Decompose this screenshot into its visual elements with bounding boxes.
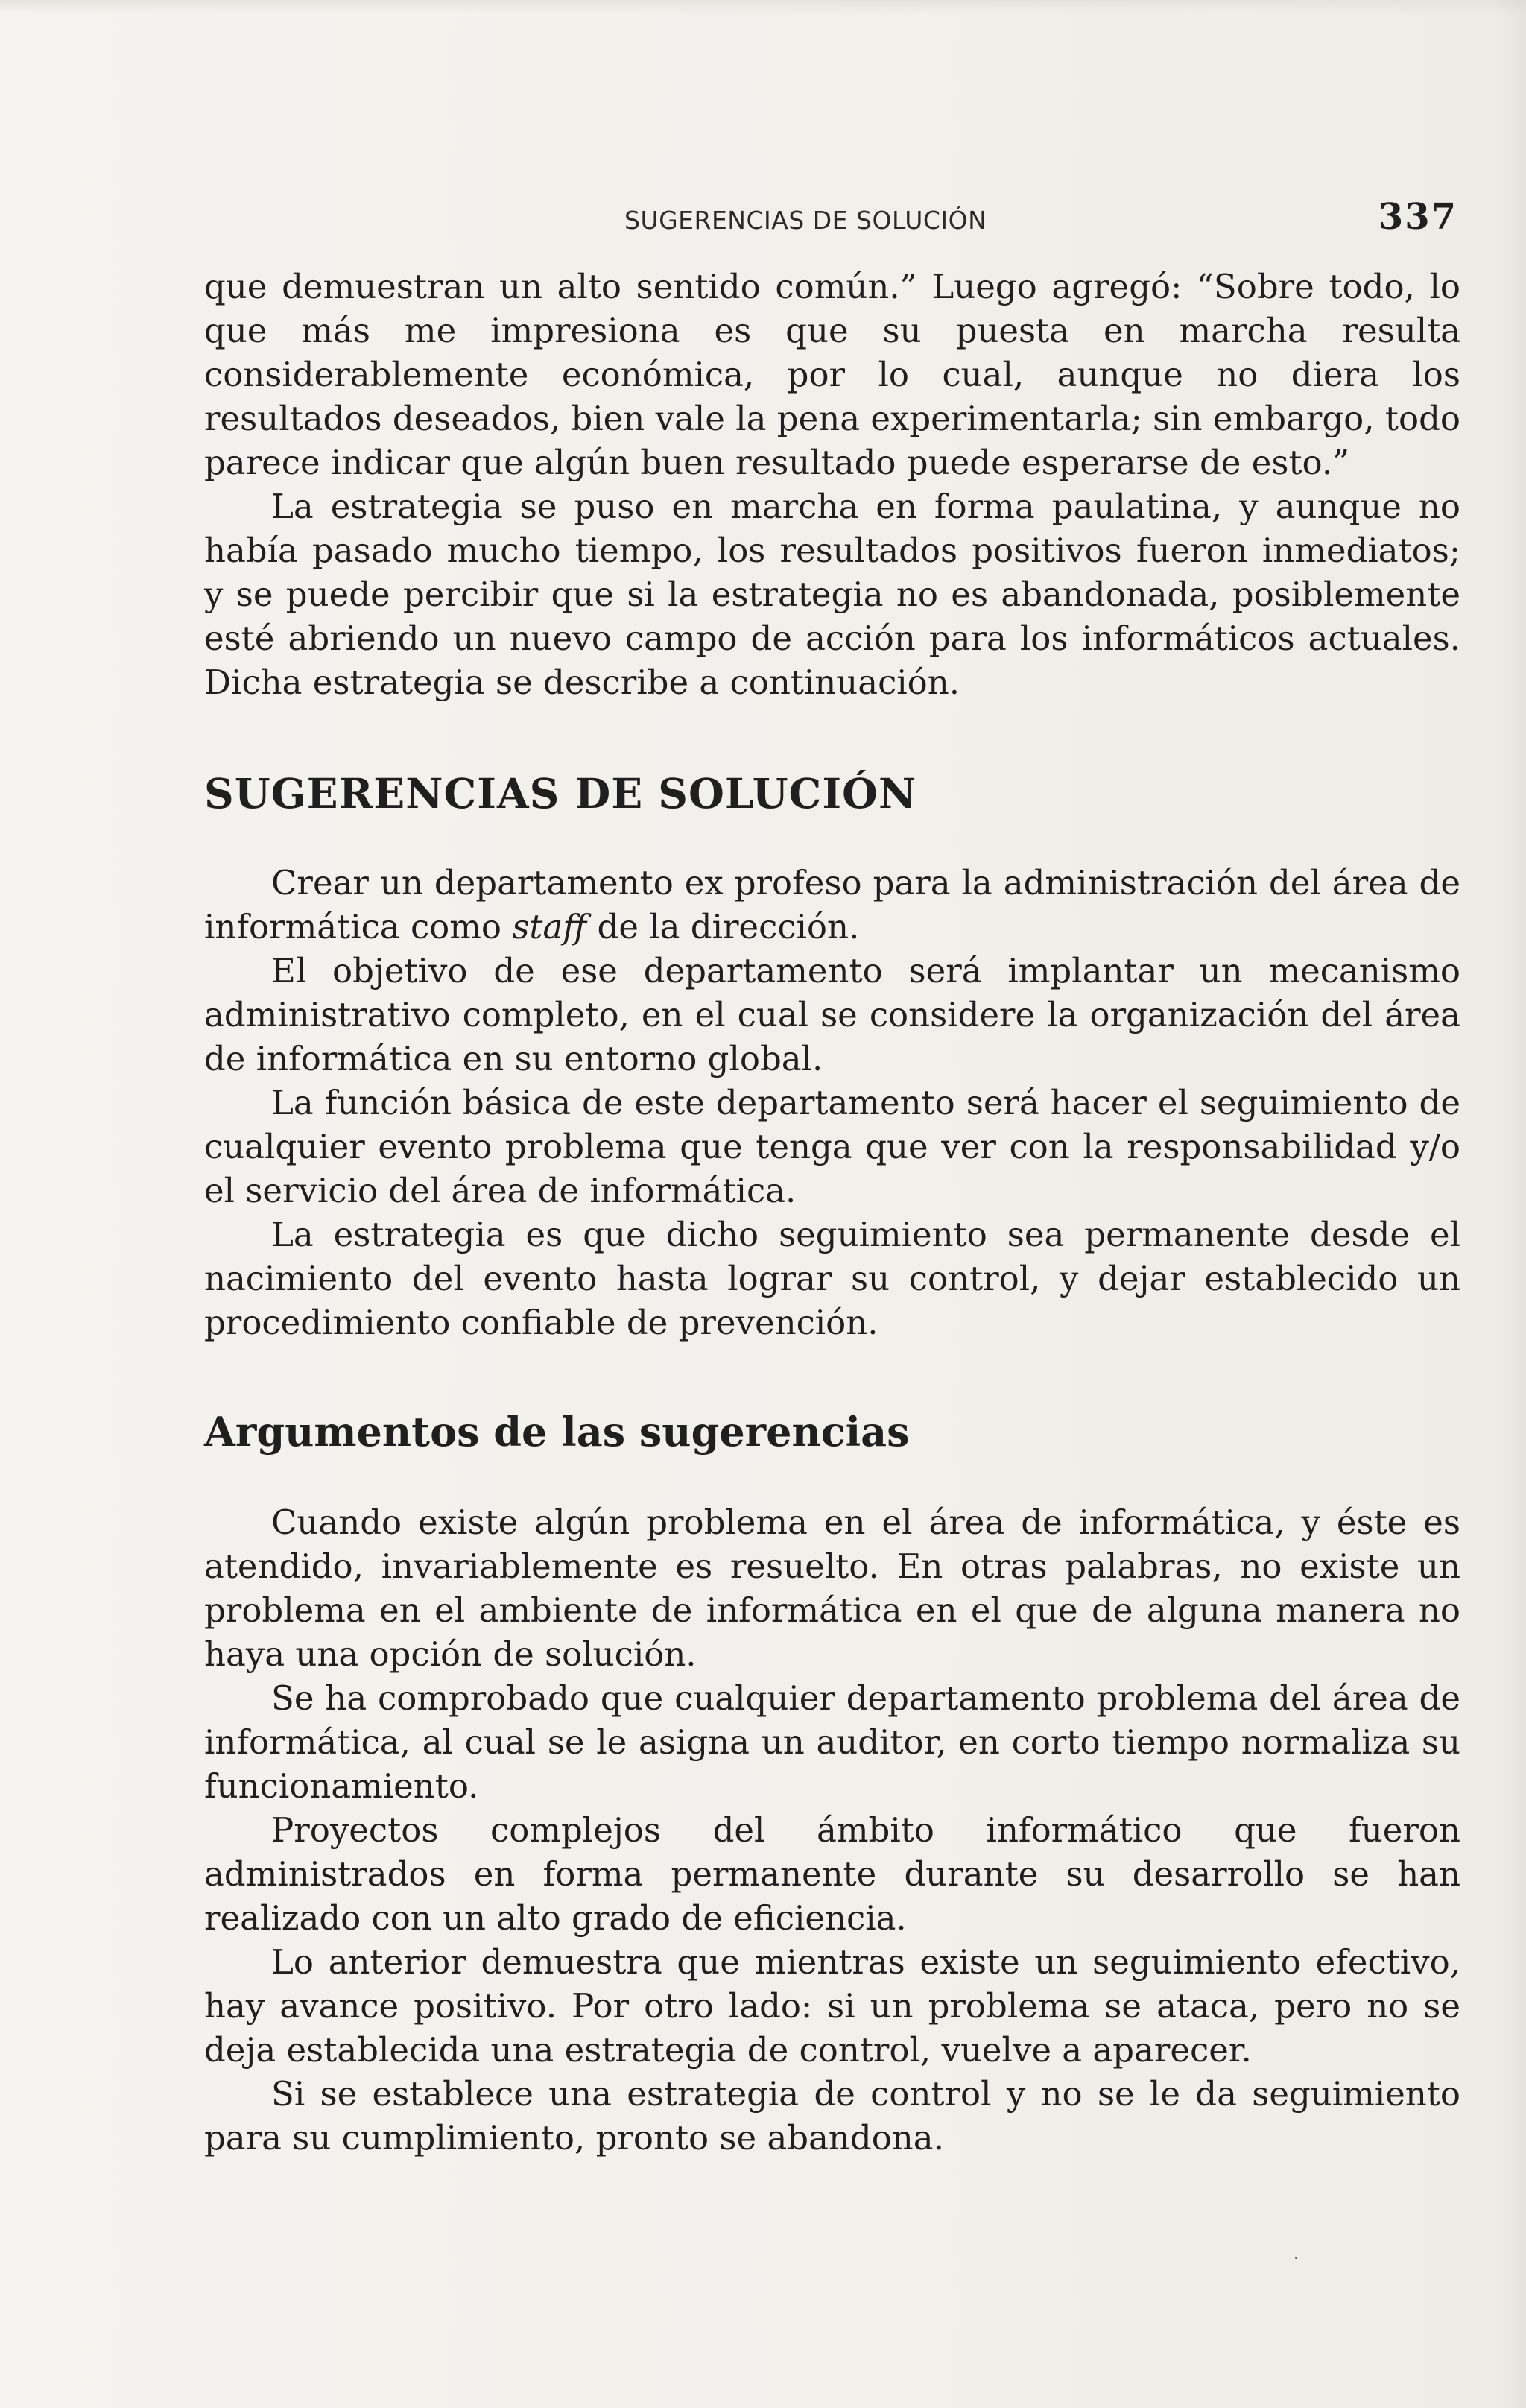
page-number: 337: [1378, 196, 1457, 238]
section-title: SUGERENCIAS DE SOLUCIÓN: [204, 769, 917, 818]
footer-mark: [1295, 2257, 1297, 2259]
section-paragraph-2: El objetivo de ese departamento será implantar un mecanismo administrativo completo, en el cual se considere la organización del área de informática en su entorno global.: [204, 951, 1460, 1078]
subsection-paragraph-4: Lo anterior demuestra que mientras existe un seguimiento efectivo, hay avance positivo. Por otro lado: si un problema se ataca, pero no se deja establecida una estrategia de control, vuelve a aparecer.: [204, 1942, 1460, 2070]
page-content: [204, 265, 1460, 2160]
subsection-paragraph-3: Proyectos complejos del ámbito informático que fueron administrados en forma permanente durante su desarrollo se han realizado con un alto grado de eficiencia.: [204, 1810, 1460, 1938]
subsection-paragraph-5: Si se establece una estrategia de control y no se le da seguimiento para su cumplimiento, pronto se abandona.: [204, 2074, 1460, 2158]
intro-paragraph-1: que demuestran un alto sentido común.” Luego agregó: “Sobre todo, lo que más me impresiona es que su puesta en marcha resulta considerablemente económica, por lo cual, aunque no diera los resultados deseados, bien vale la pena experimentarla; sin embargo, todo parece indicar que algún buen resultado puede esperarse de esto.”: [204, 267, 1460, 482]
subsection-paragraph-1: Cuando existe algún problema en el área de informática, y éste es atendido, invariablemente es resuelto. En otras palabras, no existe un problema en el ambiente de informática en el que de alguna manera no haya una opción de solución.: [204, 1502, 1460, 1674]
italic-term: staff: [512, 907, 587, 947]
section-paragraph-1-text: Crear un departamento ex profeso para la administración del área de informática como: [204, 863, 1460, 947]
section-paragraph-3: La función básica de este departamento será hacer el seguimiento de cualquier evento problema que tenga que ver con la responsabilidad y/o el servicio del área de informática.: [204, 1083, 1460, 1210]
subsection-paragraph-2: Se ha comprobado que cualquier departamento problema del área de informática, al cual se le asigna un auditor, en corto tiempo normaliza su funcionamiento.: [204, 1678, 1460, 1806]
section-paragraph-1: [204, 861, 1460, 949]
section-paragraph-4: La estrategia es que dicho seguimiento sea permanente desde el nacimiento del evento hasta lograr su control, y dejar establecido un procedimiento confiable de prevención.: [204, 1215, 1460, 1342]
subsection-title: Argumentos de las sugerencias: [204, 1408, 910, 1456]
page-top-edge: [0, 0, 1526, 13]
page-right-shadow: [1492, 0, 1526, 2408]
running-title: SUGERENCIAS DE SOLUCIÓN: [624, 206, 987, 235]
intro-paragraph-2: La estrategia se puso en marcha en forma paulatina, y aunque no había pasado mucho tiempo, los resultados positivos fueron inmediatos; y se puede percibir que si la estrategia no es abandonada, posiblemente esté abriendo un nuevo campo de acción para los informáticos actuales. Dicha estrategia se describe a continuación.: [204, 487, 1460, 702]
running-header: [0, 196, 1526, 244]
section-paragraph-1-tail: de la dirección.: [597, 907, 860, 947]
